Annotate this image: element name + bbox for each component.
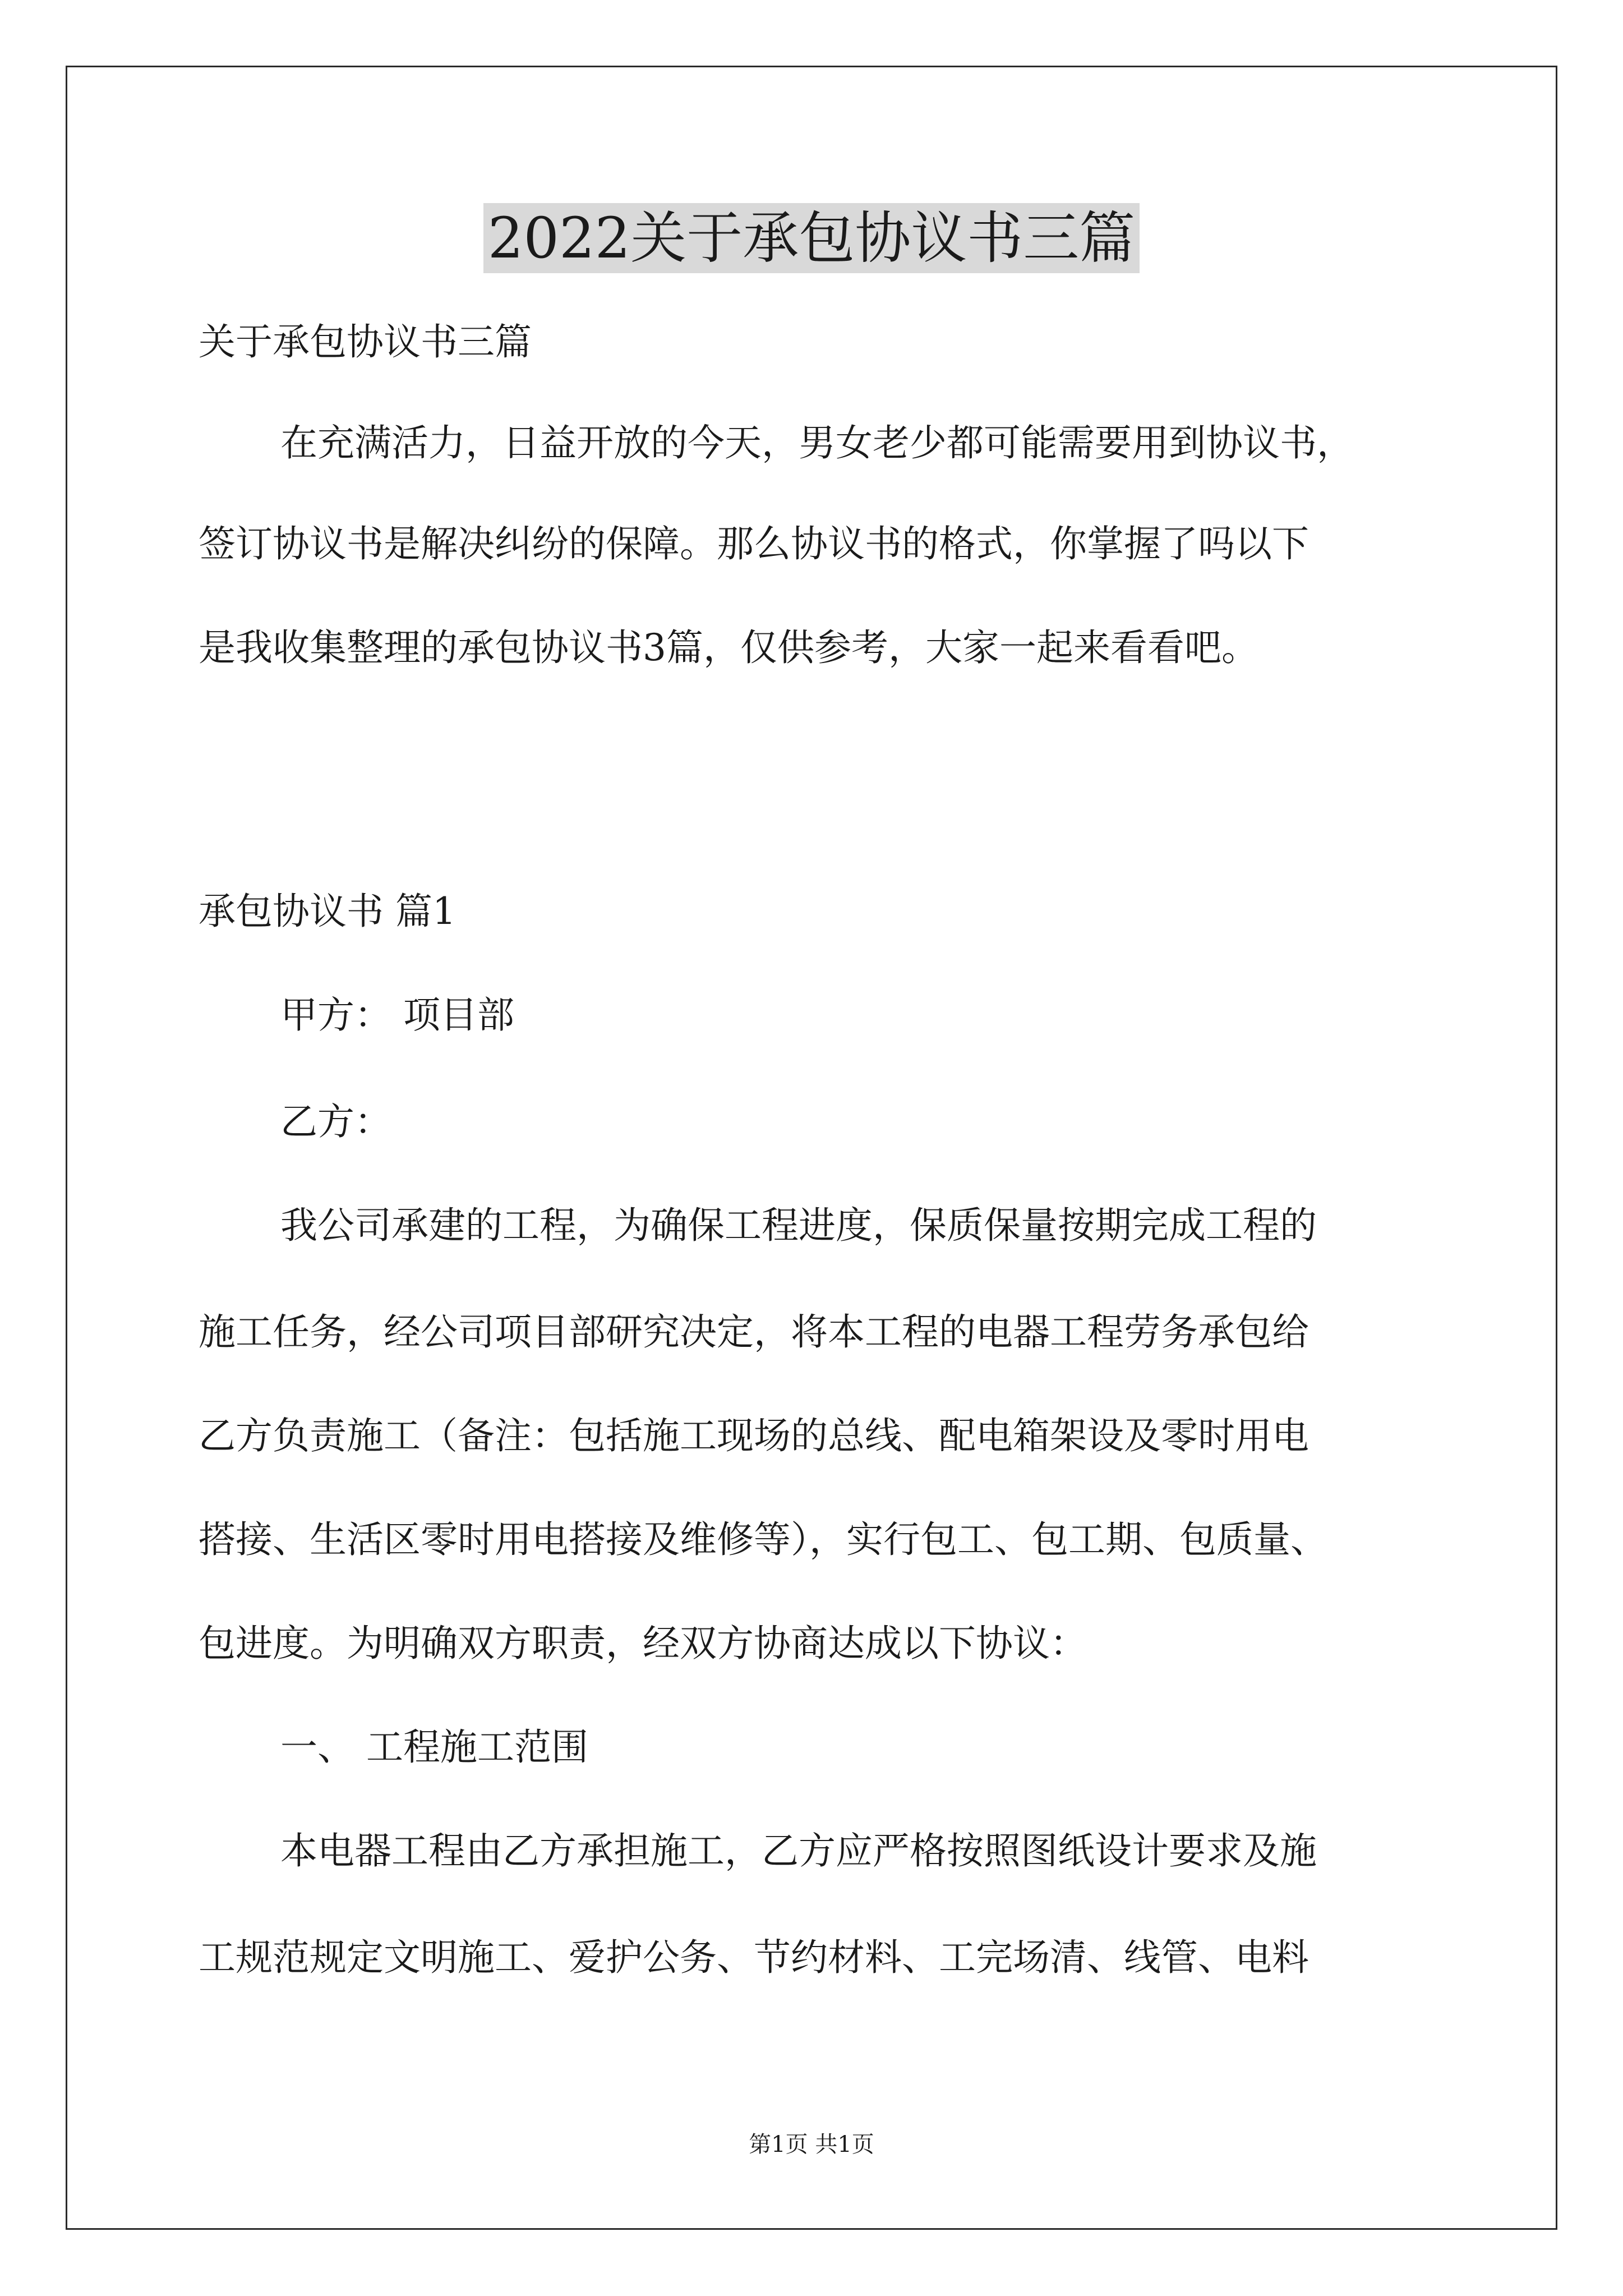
document-title-text: 2022关于承包协议书三篇	[483, 203, 1140, 273]
party-a-line: 甲方： 项目部	[280, 993, 514, 1037]
paragraph-line: 包进度。为明确双方职责，经双方协商达成以下协议：	[199, 1622, 1087, 1665]
paragraph-line: 是我收集整理的承包协议书3篇，仅供参考，大家一起来看看吧。	[199, 626, 1258, 669]
paragraph-line: 工规范规定文明施工、爱护公务、节约材料、工完场清、线管、电料	[199, 1936, 1309, 1979]
paragraph-line: 施工任务，经公司项目部研究决定，将本工程的电器工程劳务承包给	[199, 1310, 1309, 1354]
party-b-line: 乙方：	[280, 1100, 391, 1143]
paragraph-line: 签订协议书是解决纠纷的保障。那么协议书的格式，你掌握了吗以下	[199, 522, 1309, 565]
section-heading: 承包协议书 篇1	[199, 890, 456, 933]
subtitle-line: 关于承包协议书三篇	[199, 320, 532, 364]
paragraph-line: 我公司承建的工程，为确保工程进度，保质保量按期完成工程的	[280, 1204, 1317, 1247]
paragraph-line: 乙方负责施工（备注：包括施工现场的总线、配电箱架设及零时用电	[199, 1414, 1309, 1457]
paragraph-line: 搭接、生活区零时用电搭接及维修等），实行包工、包工期、包质量、	[199, 1518, 1327, 1561]
clause-heading: 一、 工程施工范围	[280, 1726, 588, 1769]
page-border	[66, 66, 1557, 2230]
paragraph-line: 在充满活力，日益开放的今天，男女老少都可能需要用到协议书，	[280, 421, 1354, 464]
page-footer: 第1页 共1页	[749, 2132, 874, 2157]
paragraph-line: 本电器工程由乙方承担施工，乙方应严格按照图纸设计要求及施	[280, 1829, 1317, 1872]
document-title	[0, 199, 1623, 278]
